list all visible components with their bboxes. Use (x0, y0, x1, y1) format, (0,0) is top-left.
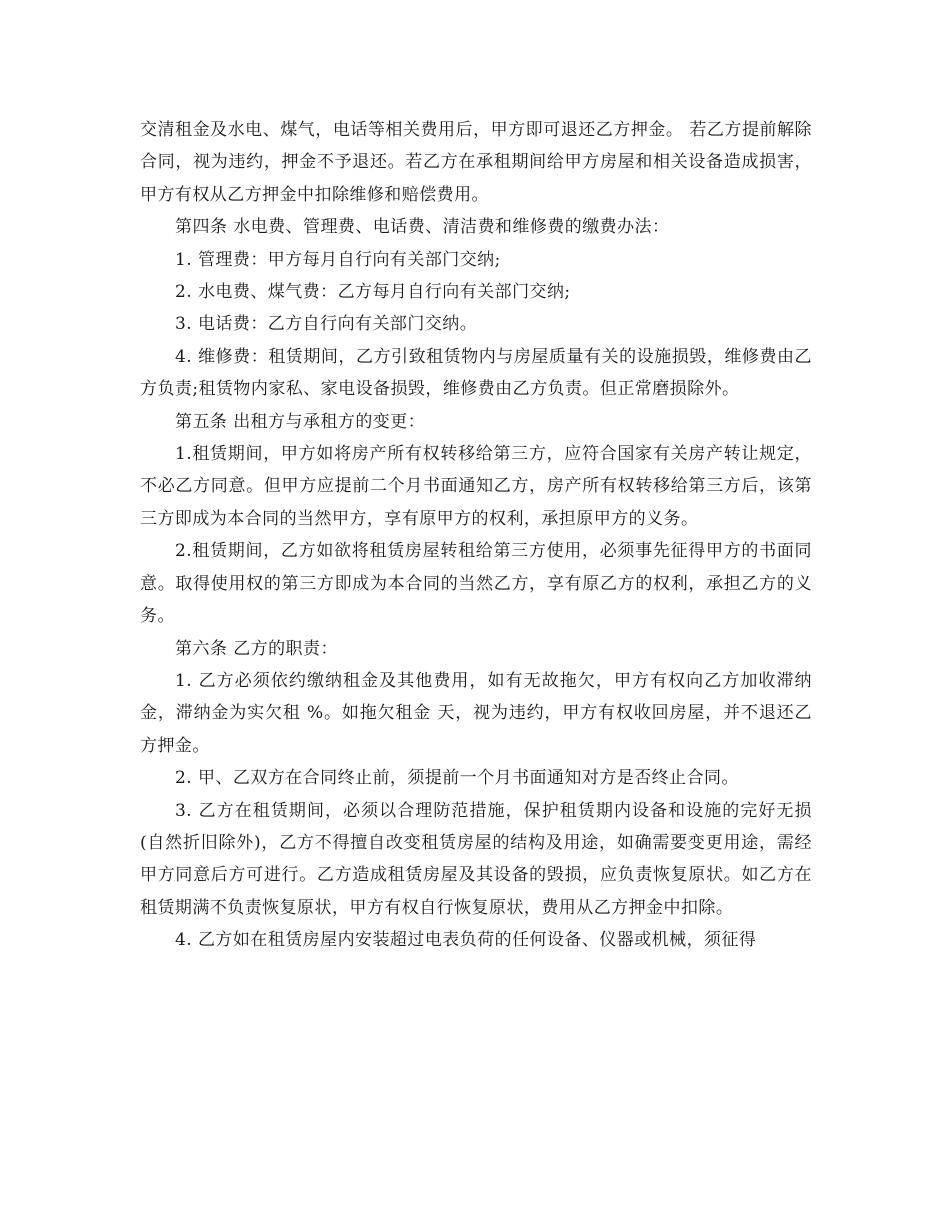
article-4-item-1: 1. 管理费：甲方每月自行向有关部门交纳; (175, 249, 501, 270)
article-6-item-2: 2. 甲、乙双方在合同终止前，须提前一个月书面通知对方是否终止合同。 (175, 768, 739, 789)
article-5-item-1: 1.租赁期间，甲方如将房产所有权转移给第三方，应符合国家有关房产转让规定，不必乙方同意。但甲方应提前二个月书面通知乙方，房产所有权转移给第三方后，该第三方即成为本合同的当然甲方，享有原甲方的权利，承担原甲方的义务。 (140, 444, 812, 529)
article-6-item-1: 1. 乙方必须依约缴纳租金及其他费用，如有无故拖欠，甲方有权向乙方加收滞纳金，滞纳金为实欠租 %。如拖欠租金 天，视为违约，甲方有权收回房屋，并不退还乙方押金。 (140, 670, 812, 756)
article-4-item-4: 4. 维修费：租赁期间，乙方引致租赁物内与房屋质量有关的设施损毁，维修费由乙方负责;租赁物内家私、家电设备损毁，维修费由乙方负责。但正常磨损除外。 (140, 346, 812, 400)
article-4-heading: 第四条 水电费、管理费、电话费、清洁费和维修费的缴费办法： (175, 217, 670, 238)
paragraph-deposit-terms: 交清租金及水电、煤气，电话等相关费用后，甲方即可退还乙方押金。 若乙方提前解除合同，视为违约，押金不予退还。若乙方在承租期间给甲方房屋和相关设备造成损害，甲方有权从乙方押金中扣除维修和赔偿费用。 (140, 120, 812, 205)
document-body (140, 114, 812, 957)
article-4-item-2: 2. 水电费、煤气费：乙方每月自行向有关部门交纳; (175, 282, 571, 303)
article-5-heading: 第五条 出租方与承租方的变更： (175, 411, 426, 432)
article-6-heading: 第六条 乙方的职责： (175, 638, 338, 659)
article-4-item-3: 3. 电话费：乙方自行向有关部门交纳。 (175, 314, 478, 335)
article-5-item-2: 2.租赁期间，乙方如欲将租赁房屋转租给第三方使用，必须事先征得甲方的书面同意。取得使用权的第三方即成为本合同的当然乙方，享有原乙方的权利，承担乙方的义务。 (140, 541, 812, 627)
article-6-item-3: 3. 乙方在租赁期间，必须以合理防范措施，保护租赁期内设备和设施的完好无损(自然折旧除外)，乙方不得擅自改变租赁房屋的结构及用途，如确需要变更用途，需经甲方同意后方可进行。乙方造成租赁房屋及其设备的毁损，应负责恢复原状。如乙方在租赁期满不负责恢复原状，甲方有权自行恢复原状，费用从乙方押金中扣除。 (140, 800, 812, 918)
article-6-item-4: 4. 乙方如在租赁房屋内安装超过电表负荷的任何设备、仪器或机械，须征得 (175, 930, 757, 951)
